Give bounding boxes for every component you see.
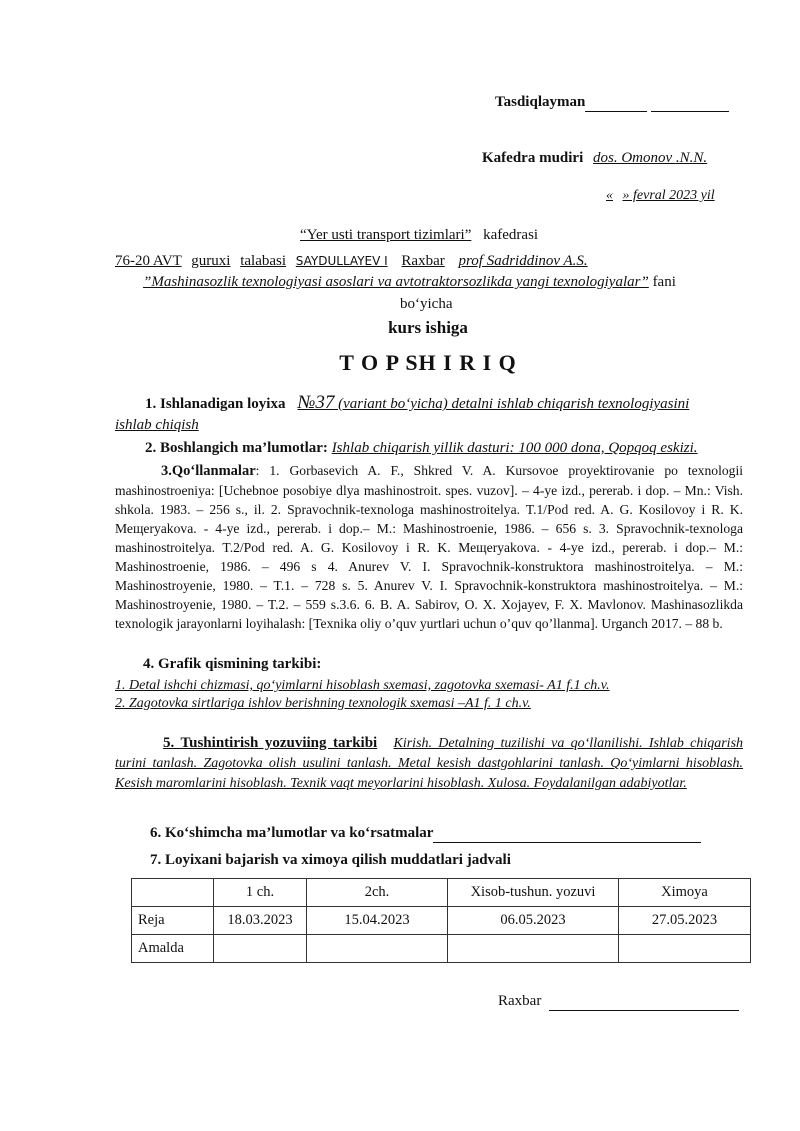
table-cell: [448, 935, 619, 963]
approved-label: Tasdiqlayman: [495, 94, 586, 110]
item-3-label: 3.Qo‘llanmalar: [161, 463, 256, 479]
doc-subtitle: kurs ishiga: [388, 318, 468, 337]
subject-line: [143, 274, 676, 291]
header-cell-ch2: 2ch.: [307, 879, 448, 907]
table-row: [132, 907, 751, 935]
item-3-text: : 1. Gorbasevich A. F., Shkred V. A. Kursovoe proyektirovanie po texnologii mashinostroeniya: [Uchebnoe posobiye dlya mashinostroit. spes. vuzov]. – 4-ye izd., pererab. i dop. – Mn.: Vish. shkola. 1983. – 256 s., il. 2. Spravochnik-texnologa mashinostroitelya. T.1/Pod red. A. G. Kosilovoy i R. K. Мещеryakova. - 4-ye izd., pererab. i dop.– M.: Mashinostroenie, 1986. – 656 s. 3. Spravochnik-texnologa mashinostroitelya. T.2/Pod red. A. G. Kosilovoy i R. K. Мещеryakova. - 4-ye izd., pererab. i dop.– M.: Mashinostroenie, 1986. – 496 s 4. Anurev V. I. Spravochnik-konstruktora mashinostroitelya. – M.: Mashinostroyenie, 1980. – T.1. – 728 s. 5. Anurev V. I. Spravochnik-konstruktora mashinostroitelya. – M.: Mashinostroyenie, 1980. – T.2. – 559 s.3.6. 6. B. A. Sabirov, O. X. Xojayev, F. X. Mavlonov. Mashinasozlikda texnologik jarayonlarni loyihalash: [Texnika oliy o’quv yurtlari uchun o’quv qo’llanma]. Urganch 2017. – 88 b.: [115, 463, 743, 631]
item-1-label: 1. Ishlanadigan loyixa: [145, 396, 286, 412]
item-5: [115, 733, 743, 794]
item-5-label: 5. Tushintirish yozuviing tarkibi: [163, 735, 378, 751]
item-1: [115, 392, 743, 436]
subject-name: ”Mashinasozlik texnologiyasi asoslari va avtotraktorsozlikda yangi texnologiyalar”: [143, 274, 649, 290]
department-name: “Yer usti transport tizimlari”: [300, 227, 472, 243]
table-cell: [307, 935, 448, 963]
table-cell: 18.03.2023: [214, 907, 307, 935]
header-cell-ch1: 1 ch.: [214, 879, 307, 907]
item-1-text: (variant bo‘yicha) detalni ishlab chiqarish texnologiyasini: [334, 396, 690, 412]
group-number: 76-20 AVT: [115, 253, 182, 269]
item-1-text-b: ishlab chiqish: [115, 417, 199, 433]
date-close: » fevral 2023 yil: [622, 188, 715, 203]
footer-supervisor-label: Raxbar: [498, 993, 542, 1009]
item-6-label: 6. Ko‘shimcha ma’lumotlar va ko‘rsatmalar: [150, 825, 434, 841]
table-cell: 27.05.2023: [619, 907, 751, 935]
item-2-text: Ishlab chiqarish yillik dasturi: 100 000 dona, Qopqoq eskizi.: [331, 440, 698, 456]
approval-date: [566, 188, 715, 204]
item-2: [145, 440, 698, 457]
student-line: [115, 253, 588, 270]
group-label: guruxi: [191, 253, 231, 269]
table-cell: 15.04.2023: [307, 907, 448, 935]
item-7-label: 7. Loyixani bajarish va ximoya qilish muddatlari jadvali: [150, 852, 511, 868]
table-cell: 06.05.2023: [448, 907, 619, 935]
table-row: [132, 935, 751, 963]
item-4-label: 4. Grafik qismining tarkibi:: [143, 656, 322, 672]
doc-title: T O P SH I R I Q: [339, 350, 517, 375]
item-1-number: №37: [297, 392, 335, 413]
head-label: Kafedra mudiri: [482, 150, 584, 166]
subject-suffix: fani: [652, 274, 676, 290]
footer-signature-line: [549, 993, 739, 1011]
head-name: dos. Omonov .N.N.: [593, 150, 708, 166]
row-label-plan: Reja: [132, 907, 214, 935]
student-label: talabasi: [240, 253, 287, 269]
table-cell: [619, 935, 751, 963]
student-name: SAYDULLAYEV I: [295, 254, 388, 268]
signature-line: [585, 94, 647, 112]
subject-line-2: bo‘yicha: [400, 296, 453, 312]
department-line: [300, 227, 538, 244]
item-4-line-1: 1. Detal ishchi chizmasi, qo‘yimlarni hisoblash sxemasi, zagotovka sxemasi- A1 f.1 ch.v.: [115, 678, 610, 693]
item-4-line-2: 2. Zagotovka sirtlariga ishlov berishning texnologik sxemasi –A1 f. 1 ch.v.: [115, 696, 531, 711]
footer-signature: [498, 993, 739, 1011]
date-open: «: [606, 188, 613, 203]
header-cell-empty: [132, 879, 214, 907]
row-label-actual: Amalda: [132, 935, 214, 963]
table-header-row: [132, 879, 751, 907]
item-6-blank-line: [433, 825, 701, 843]
header-cell-report: Xisob-tushun. yozuvi: [448, 879, 619, 907]
header-cell-defense: Ximoya: [619, 879, 751, 907]
supervisor-label: Raxbar: [401, 253, 445, 269]
item-5-text: Kirish. Detalning tuzilishi va qo‘llanilishi. Ishlab chiqarish turini tanlash. Zagotovka olish usulini tanlash. Metal kesish dastgohlarini tanlash. Qo‘yimlarni hisoblash. Kesish maromlarini hisoblash. Texnik vaqt meyorlarini hisoblash. Xulosa. Foydalanilgan adabiyotlar.: [115, 736, 744, 791]
schedule-table: [131, 878, 751, 963]
signature-line-2: [651, 94, 729, 112]
supervisor-name: prof Sadriddinov A.S.: [458, 253, 588, 269]
table-cell: [214, 935, 307, 963]
department-suffix: kafedrasi: [483, 227, 539, 243]
item-6: [150, 825, 701, 843]
approval-line: [495, 94, 729, 112]
item-2-label: 2. Boshlangich ma’lumotlar:: [145, 440, 328, 456]
head-of-department-line: [482, 150, 707, 167]
item-3: [115, 461, 743, 633]
